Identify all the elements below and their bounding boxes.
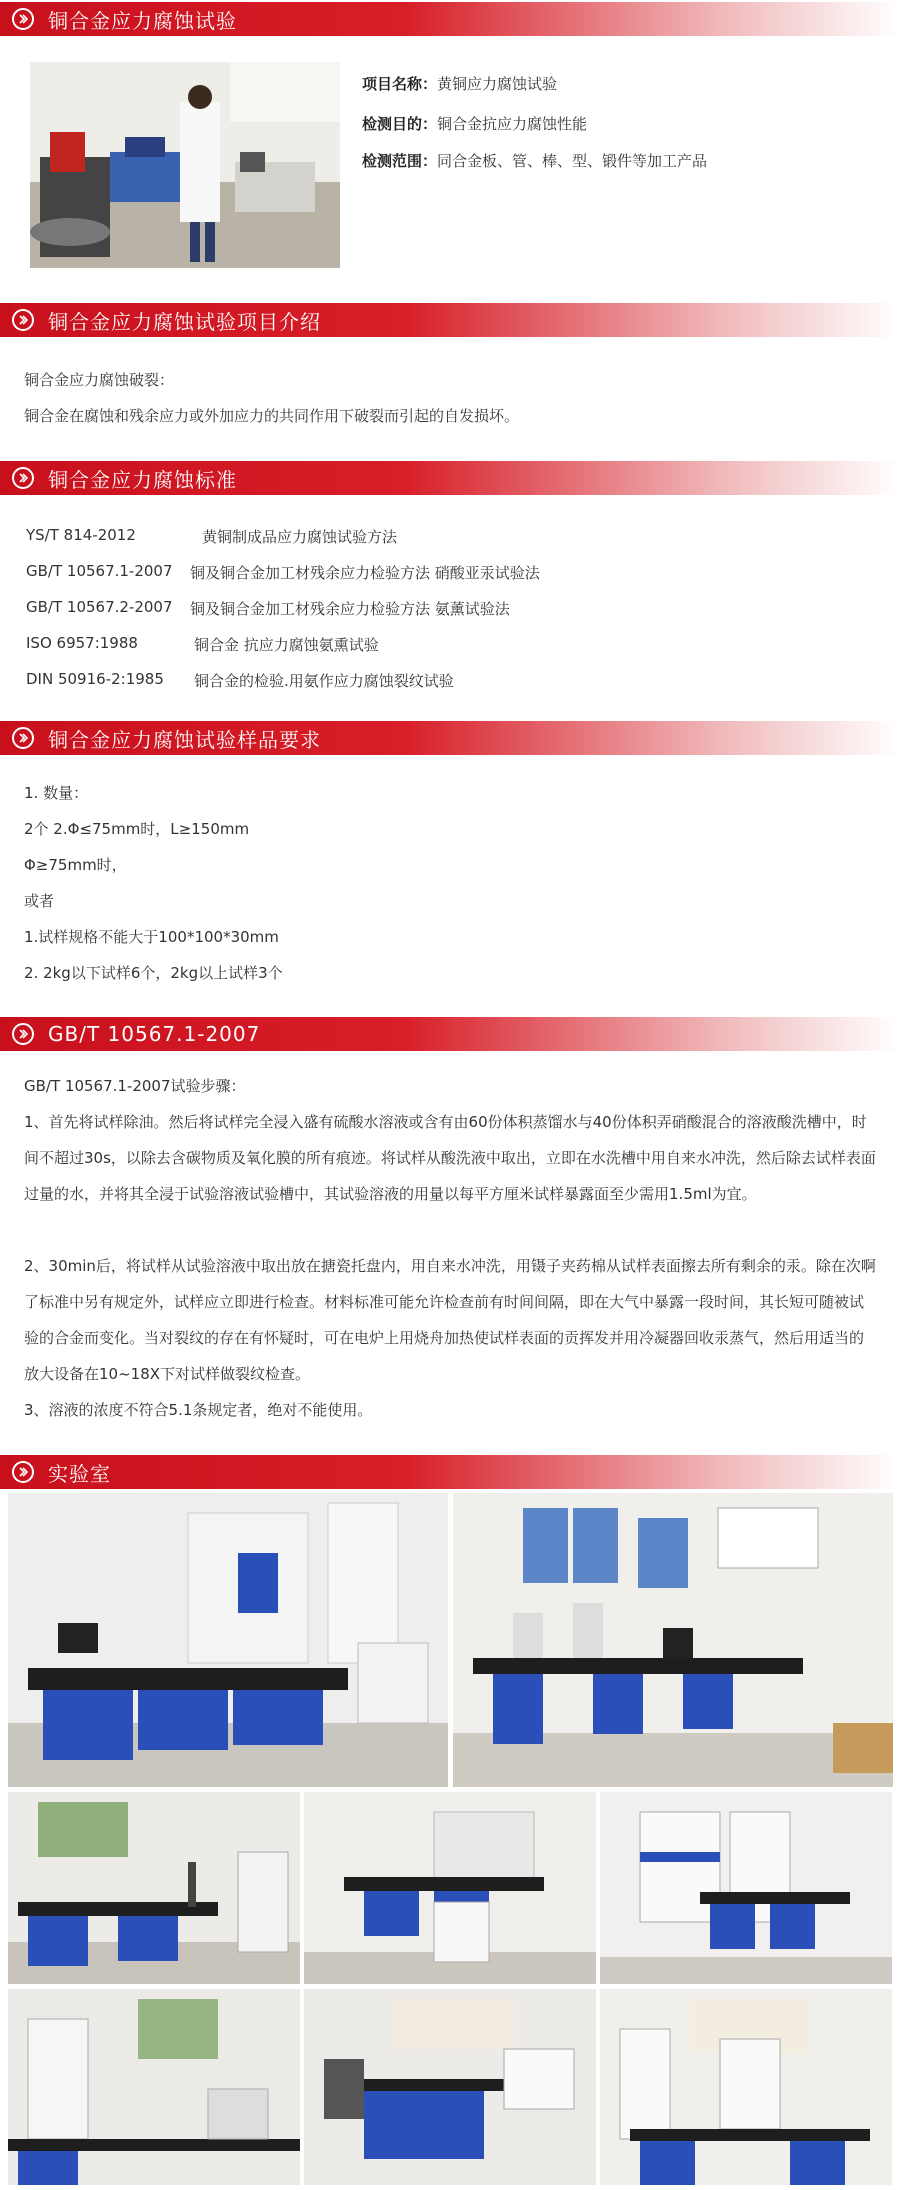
sample-line: 2. 2kg以下试样6个，2kg以上试样3个 <box>24 964 283 982</box>
sample-line: 1. 数量： <box>24 784 89 802</box>
procedure-step-3: 3、溶液的浓度不符合5.1条规定者，绝对不能使用。 <box>24 1401 373 1419</box>
sample-line: Φ≥75mm时， <box>24 856 127 874</box>
section-title: 实验室 <box>48 1461 111 1486</box>
lab-photo <box>453 1493 893 1787</box>
section-title: 铜合金应力腐蚀标准 <box>48 467 237 492</box>
section-header-intro <box>0 303 900 337</box>
procedure-heading: GB/T 10567.1-2007试验步骤： <box>24 1077 246 1095</box>
project-scope-row: 检测范围：同合金板、管、棒、型、锻件等加工产品 <box>362 152 708 170</box>
standard-desc: 铜及铜合金加工材残余应力检验方法 氨薰试验法 <box>190 600 510 618</box>
standard-code: GB/T 10567.2-2007 <box>26 598 173 616</box>
procedure-step-2: 2、30min后，将试样从试验溶液中取出放在搪瓷托盘内，用自来水冲洗，用镊子夹药棉从试样表面擦去所有剩余的汞。除在次啊了标准中另有规定外，试样应立即进行检查。材料标准可能允许检查前有时间间隔，即在大气中暴露一段时间，其长短可随被试验的合金而变化。当对裂纹的存在有怀疑时，可在电炉上用烧舟加热使试样表面的贡挥发并用冷凝器回收汞蒸气，然后用适当的放大设备在10~18X下对试样做裂纹检查。 <box>24 1257 876 1383</box>
section-header-standards <box>0 461 900 495</box>
lab-photo <box>600 1792 892 1984</box>
section-header-procedure <box>0 1017 900 1051</box>
standard-desc: 铜合金 抗应力腐蚀氨熏试验 <box>194 636 379 654</box>
section-title: GB/T 10567.1-2007 <box>48 1022 261 1046</box>
section-title: 铜合金应力腐蚀试验项目介绍 <box>48 309 321 334</box>
project-purpose-row: 检测目的：铜合金抗应力腐蚀性能 <box>362 115 588 133</box>
standard-code: DIN 50916-2:1985 <box>26 670 164 688</box>
chevron-right-icon <box>12 467 34 489</box>
chevron-right-icon <box>12 309 34 331</box>
lab-photo <box>8 1989 300 2185</box>
section-title: 铜合金应力腐蚀试验样品要求 <box>48 727 321 752</box>
chevron-right-icon <box>12 1461 34 1483</box>
lab-photo <box>8 1792 300 1984</box>
technician-lab-photo <box>30 62 340 268</box>
lab-photo <box>600 1989 892 2185</box>
lab-photo <box>304 1989 596 2185</box>
procedure-step-1: 1、首先将试样除油。然后将试样完全浸入盛有硫酸水溶液或含有由60份体积蒸馏水与40份体积弄硝酸混合的溶液酸洗槽中，时间不超过30s，以除去含碳物质及氧化膜的所有痕迹。将试样从酸洗液中取出，立即在水洗槽中用自来水冲洗，然后除去试样表面过量的水，并将其全浸于试验溶液试验槽中，其试验溶液的用量以每平方厘米试样暴露面至少需用1.5ml为宜。 <box>24 1113 876 1203</box>
intro-line-2: 铜合金在腐蚀和残余应力或外加应力的共同作用下破裂而引起的自发损坏。 <box>24 407 520 425</box>
chevron-right-icon <box>12 1023 34 1045</box>
project-name-row: 项目名称：黄铜应力腐蚀试验 <box>362 75 558 93</box>
chevron-right-icon <box>12 727 34 749</box>
standard-code: GB/T 10567.1-2007 <box>26 562 173 580</box>
standard-code: YS/T 814-2012 <box>26 526 136 544</box>
section-header-test <box>0 2 900 36</box>
sample-line: 或者 <box>24 892 55 910</box>
standard-desc: 铜及铜合金加工材残余应力检验方法 硝酸亚汞试验法 <box>190 564 540 582</box>
section-header-lab <box>0 1455 900 1489</box>
standard-desc: 黄铜制成品应力腐蚀试验方法 <box>202 528 398 546</box>
intro-line-1: 铜合金应力腐蚀破裂： <box>24 371 175 389</box>
standard-desc: 铜合金的检验.用氨作应力腐蚀裂纹试验 <box>194 672 454 690</box>
lab-photo <box>304 1792 596 1984</box>
chevron-right-icon <box>12 8 34 30</box>
sample-line: 2个 2.Φ≤75mm时，L≥150mm <box>24 820 250 838</box>
lab-photo <box>8 1493 448 1787</box>
section-header-samples <box>0 721 900 755</box>
section-title: 铜合金应力腐蚀试验 <box>48 8 237 33</box>
sample-line: 1.试样规格不能大于100*100*30mm <box>24 928 279 946</box>
standard-code: ISO 6957:1988 <box>26 634 138 652</box>
